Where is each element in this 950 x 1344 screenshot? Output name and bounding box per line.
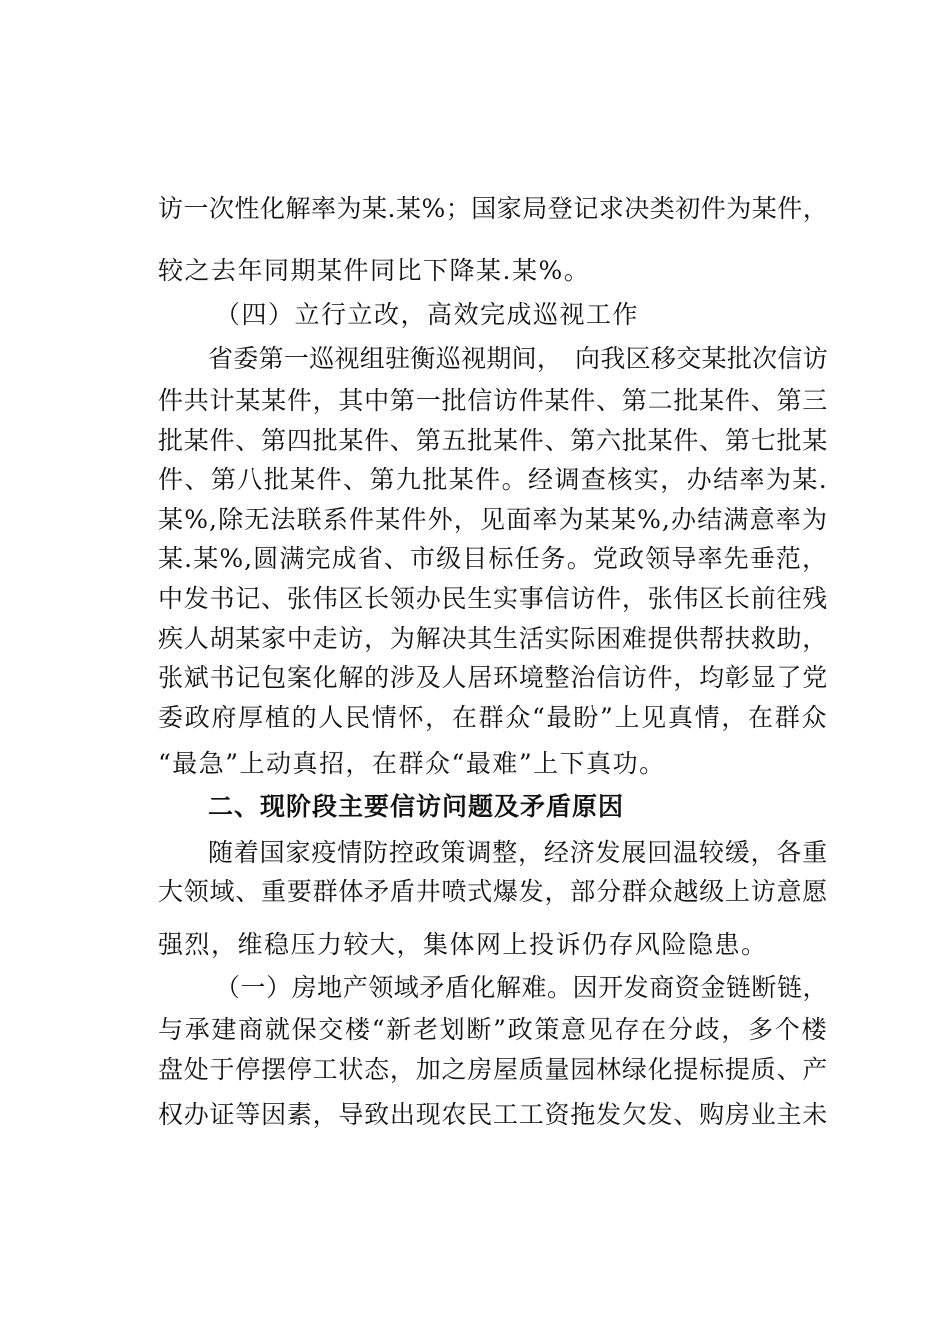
text-line-16: 随着国家疫情防控政策调整，经济发展回温较缓，各重	[208, 838, 828, 867]
text-line-11: 疾人胡某家中走访，为解决其生活实际困难提供帮扶救助，	[158, 624, 828, 653]
text-line-10: 中发书记、张伟区长领办民生实事信访件，张伟区长前往残	[158, 584, 828, 613]
text-line-2: 较之去年同期某件同比下降某.某%。	[158, 256, 591, 285]
text-line-1: 访一次性化解率为某.某%；国家局登记求决类初件为某件，	[158, 194, 829, 223]
text-line-4: 省委第一巡视组驻衡巡视期间， 向我区移交某批次信访	[208, 344, 828, 373]
section-heading-2: 二、现阶段主要信访问题及矛盾原因	[208, 792, 625, 821]
text-line-7: 件、第八批某件、第九批某件。经调查核实，办结率为某.	[158, 465, 828, 494]
text-line-21: 盘处于停摆停工状态，加之房屋质量园林绿化提标提质、产	[158, 1055, 828, 1084]
text-line-9: 某.某%,圆满完成省、市级目标任务。党政领导率先垂范，	[158, 544, 828, 573]
text-line-13: 委政府厚植的人民情怀，在群众“最盼”上见真情，在群众	[158, 703, 828, 732]
text-line-12: 张斌书记包案化解的涉及人居环境整治信访件，均彰显了党	[158, 663, 828, 692]
text-line-6: 批某件、第四批某件、第五批某件、第六批某件、第七批某	[158, 426, 828, 455]
text-line-18: 强烈，维稳压力较大，集体网上投诉仍存风险隐患。	[158, 930, 768, 959]
text-line-22: 权办证等因素，导致出现农民工工资拖发欠发、购房业主未	[158, 1100, 828, 1129]
text-line-8: 某%,除无法联系件某件外，见面率为某某%,办结满意率为	[158, 505, 828, 534]
section-subheading-4: （四）立行立改，高效完成巡视工作	[215, 300, 640, 329]
text-line-20: 与承建商就保交楼“新老划断”政策意见存在分歧，多个楼	[158, 1015, 828, 1044]
text-line-14: “最急”上动真招，在群众“最难”上下真功。	[158, 749, 666, 778]
text-line-5: 件共计某某件，其中第一批信访件某件、第二批某件、第三	[158, 386, 828, 415]
text-line-17: 大领域、重要群体矛盾井喷式爆发，部分群众越级上访意愿	[158, 877, 828, 906]
text-line-19: （一）房地产领域矛盾化解难。因开发商资金链断链，	[215, 973, 828, 1002]
